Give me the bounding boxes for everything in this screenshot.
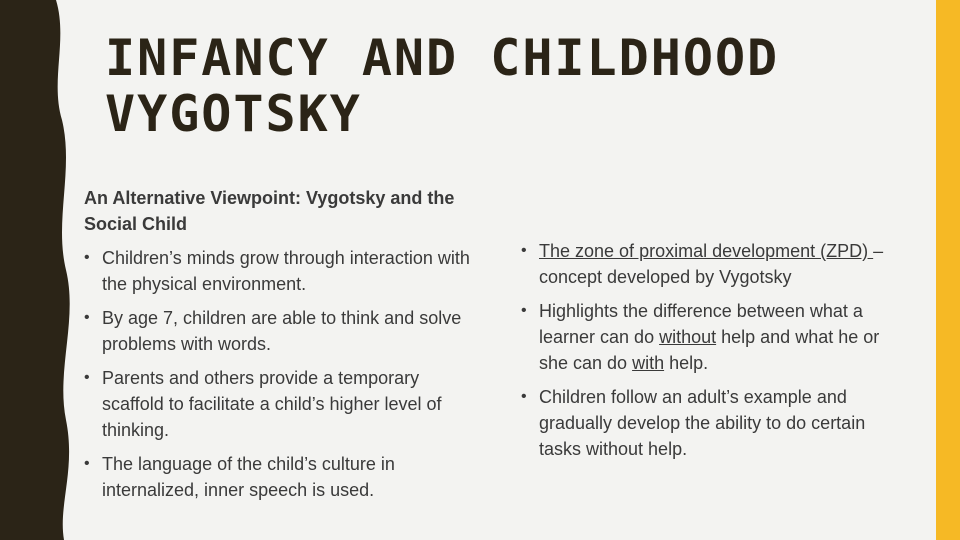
right-bullet-zpd: [521, 238, 901, 290]
highlights-part-2: help and what he or she can do: [539, 327, 880, 373]
highlights-part-1: Highlights the difference between what a learner can do: [539, 301, 863, 347]
decorative-left-band: [0, 0, 80, 540]
left-bullet-1: • Children’s minds grow through interaction with the physical environment.: [84, 245, 484, 297]
right-bullet-follow: • Children follow an adult’s example and gradually develop the ability to do certain tasks without help.: [521, 384, 901, 462]
emphasis-without: without: [659, 327, 717, 347]
zpd-link[interactable]: The zone of proximal development (ZPD): [539, 241, 874, 261]
title-line-1: INFANCY AND CHILDHOOD: [105, 29, 780, 87]
slide-title: [105, 30, 865, 142]
left-bullet-4: • The language of the child’s culture in internalized, inner speech is used.: [84, 451, 484, 503]
title-line-2: VYGOTSKY: [105, 85, 362, 143]
right-bullet-list: [521, 238, 901, 470]
right-bullet-highlights: [521, 298, 901, 376]
left-bullet-2: • By age 7, children are able to think and solve problems with words.: [84, 305, 484, 357]
highlights-part-3: help.: [664, 353, 709, 373]
left-bullet-3: • Parents and others provide a temporary scaffold to facilitate a child’s higher level of thinking.: [84, 365, 484, 443]
left-bullet-list: [84, 245, 484, 511]
accent-stripe: [936, 0, 960, 540]
zpd-description: – concept developed by Vygotsky: [539, 241, 884, 287]
emphasis-with: with: [632, 353, 665, 373]
slide-subtitle: An Alternative Viewpoint: Vygotsky and the Social Child: [84, 188, 455, 234]
